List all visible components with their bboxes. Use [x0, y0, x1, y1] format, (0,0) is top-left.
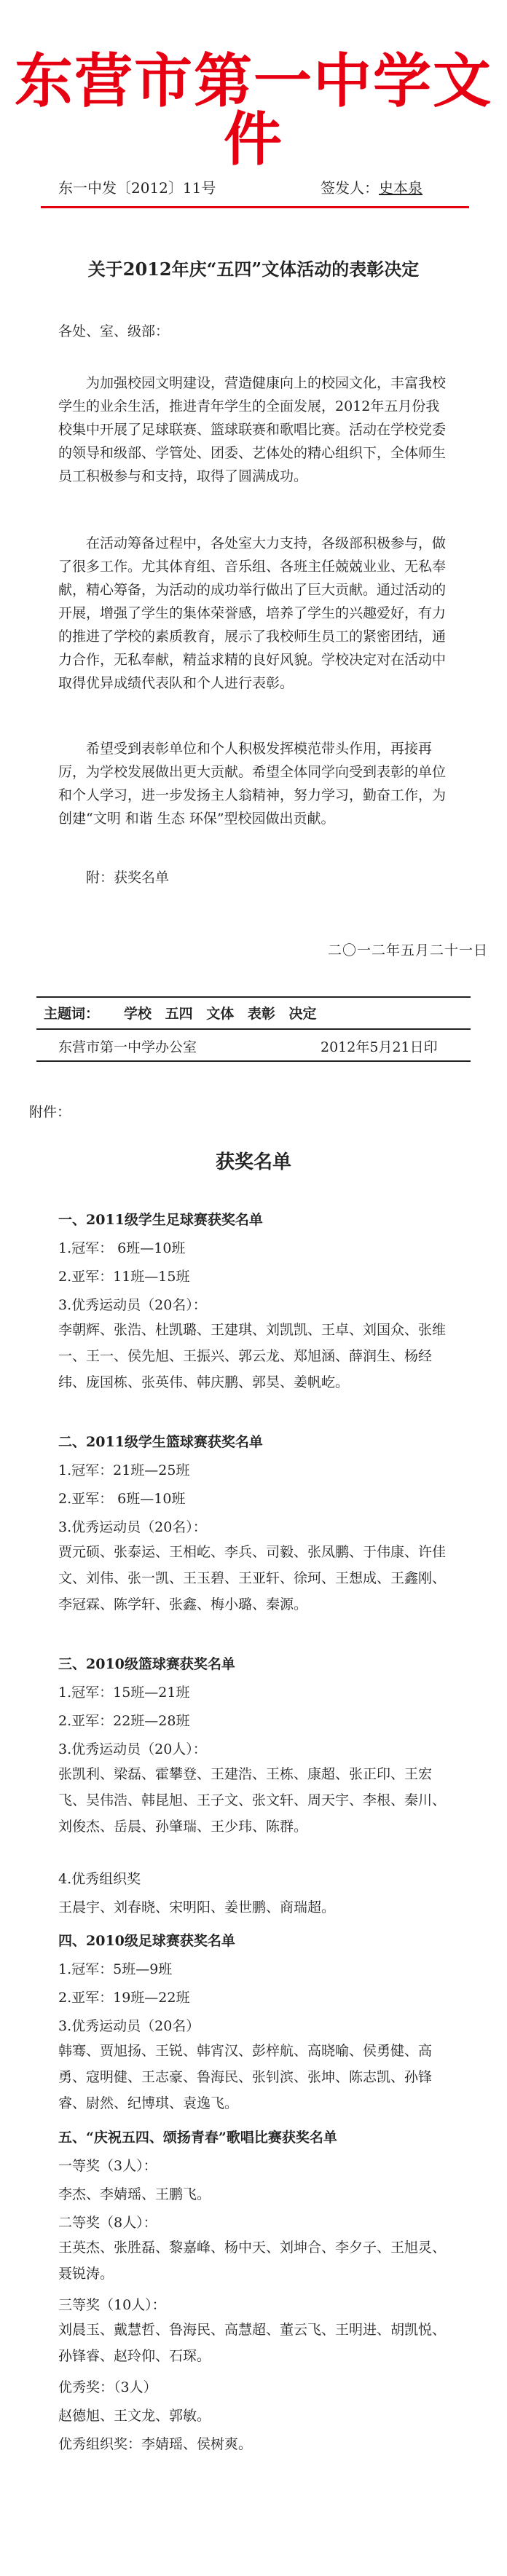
signer: [321, 176, 422, 197]
section-2-champion: 1.冠军：21班—25班: [58, 1462, 190, 1478]
decision-title: 关于2012年庆“五四”文体活动的表彰决定: [87, 259, 420, 280]
organization-award: 优秀组织奖：李婧瑶、侯树爽。: [58, 2436, 253, 2452]
issue-date: 2012年5月21日印: [321, 1039, 438, 1055]
section-2-athletes: 贾元硕、张泰运、王相屹、李兵、司毅、张凤鹏、于伟康、许佳文、刘伟、张一凯、王玉碧、王亚轩、徐珂、王想成、王鑫刚、李冠霖、陈学轩、张鑫、梅小璐、秦源。: [58, 1544, 447, 1612]
section-1-heading: 一、2011级学生足球赛获奖名单: [58, 1212, 263, 1228]
section-5-heading: 五、“庆祝五四、颂扬青春”歌唱比赛获奖名单: [58, 2130, 337, 2146]
section-4-athletes: 韩骞、贾旭扬、王锐、韩宵汉、彭梓航、高晓喻、侯勇健、高勇、寇明健、王志豪、鲁海民、张钊滨、张坤、陈志凯、孙锋睿、尉然、纪博琪、袁逸飞。: [58, 2043, 433, 2111]
signer-label: 签发人：: [321, 179, 379, 197]
section-2-athletes-label: 3.优秀运动员（20名）：: [58, 1519, 207, 1535]
section-1-athletes: 李朝辉、张浩、杜凯璐、王建琪、刘凯凯、王卓、刘国众、张维一、王一、侯先旭、王振兴、郭云龙、郑旭涵、薛润生、杨经纬、庞国栋、张英伟、韩庆鹏、郭昊、姜帆屹。: [58, 1322, 447, 1390]
signing-date: 二〇一二年五月二十一日: [328, 942, 489, 958]
section-3-org: 王晨宇、刘春晓、宋明阳、姜世鹏、商瑞超。: [58, 1899, 336, 1915]
first-prize-names: 李杰、李婧瑶、王鹏飞。: [58, 2186, 211, 2202]
section-4-athletes-label: 3.优秀运动员（20名）: [58, 2018, 200, 2034]
section-3-heading: 三、2010级篮球赛获奖名单: [58, 1656, 235, 1672]
paragraph-1: 为加强校园文明建设，营造健康向上的校园文化，丰富我校学生的业余生活，推进青年学生的全面发展，2012年五月份我校集中开展了足球联赛、篮球联赛和歌唱比赛。活动在学校党委的领导和级部、学管处、团委、艺体处的精心组织下，全体师生员工积极参与和支持，取得了圆满成功。: [58, 375, 447, 484]
signer-name: 史本泉: [379, 179, 422, 197]
second-prize-names: 王英杰、张胜磊、黎嘉峰、杨中天、刘坤合、李夕子、王旭灵、聂锐涛。: [58, 2240, 447, 2282]
section-4-heading: 四、2010级足球赛获奖名单: [58, 1933, 235, 1949]
section-3-champion: 1.冠军：15班—21班: [58, 1685, 190, 1701]
paragraph-2: 在活动筹备过程中，各处室大力支持，各级部积极参与，做了很多工作。尤其体育组、音乐组、各班主任兢兢业业、无私奉献，精心筹备，为活动的成功举行做出了巨大贡献。通过活动的开展，增强了学生的集体荣誉感，培养了学生的兴趣爱好，有力的推进了学校的素质教育，展示了我校师生员工的紧密团结，通力合作，无私奉献，精益求精的良好风貌。学校决定对在活动中取得优异成绩代表队和个人进行表彰。: [58, 535, 447, 691]
addressee: 各处、室、级部：: [58, 323, 170, 339]
issuer: 东营市第一中学办公室: [58, 1039, 197, 1055]
section-1-athletes-label: 3.优秀运动员（20名）：: [58, 1297, 207, 1313]
third-prize-names: 刘晨玉、戴慧哲、鲁海民、高慧超、董云飞、王明进、胡凯悦、孙锋睿、赵玲仰、石琛。: [58, 2322, 447, 2364]
third-prize-label: 三等奖（10人）：: [58, 2297, 166, 2313]
annex-label: 附件：: [29, 1104, 71, 1120]
second-prize-label: 二等奖（8人）：: [58, 2215, 157, 2231]
footer-rule-bottom: [36, 1060, 471, 1062]
excellent-prize-label: 优秀奖：（3人）: [58, 2379, 157, 2395]
excellent-prize-names: 赵德旭、王文龙、郭敏。: [58, 2408, 211, 2424]
red-divider: [41, 206, 469, 208]
annex-title: 获奖名单: [215, 1151, 291, 1173]
document-title: 东营市第一中学文件: [15, 47, 492, 173]
section-1-champion: 1.冠军： 6班—10班: [58, 1240, 186, 1256]
footer-rule-top: [36, 996, 471, 998]
section-2-heading: 二、2011级学生篮球赛获奖名单: [58, 1434, 263, 1450]
paragraph-3: 希望受到表彰单位和个人积极发挥模范带头作用，再接再厉，为学校发展做出更大贡献。希望全体同学向受到表彰的单位和个人学习，进一步发扬主人翁精神，努力学习，勤奋工作，为创建“文明 和谐 生态 环保”型校园做出贡献。: [58, 741, 447, 827]
section-1-runnerup: 2.亚军：11班—15班: [58, 1269, 190, 1285]
footer-rule-middle: [36, 1028, 471, 1030]
section-3-athletes-label: 3.优秀运动员（20人）：: [58, 1741, 207, 1757]
document-number: 东一中发〔2012〕11号: [58, 179, 216, 197]
section-3-runnerup: 2.亚军：22班—28班: [58, 1713, 190, 1729]
keywords-label: 主题词：: [44, 1006, 100, 1022]
first-prize-label: 一等奖（3人）：: [58, 2158, 157, 2174]
section-3-org-label: 4.优秀组织奖: [58, 1871, 141, 1887]
keywords: 学校 五四 文体 表彰 决定: [124, 1006, 317, 1022]
section-4-champion: 1.冠军：5班—9班: [58, 1961, 173, 1977]
section-4-runnerup: 2.亚军：19班—22班: [58, 1990, 190, 2006]
attachment-note: 附：获奖名单: [86, 870, 170, 886]
section-2-runnerup: 2.亚军： 6班—10班: [58, 1491, 186, 1507]
section-3-athletes: 张凯利、梁磊、霍攀登、王建浩、王栋、康超、张正印、王宏飞、吴伟浩、韩昆旭、王子文、张文轩、周天宇、李根、秦川、刘俊杰、岳晨、孙肇瑞、王少玮、陈群。: [58, 1766, 447, 1835]
